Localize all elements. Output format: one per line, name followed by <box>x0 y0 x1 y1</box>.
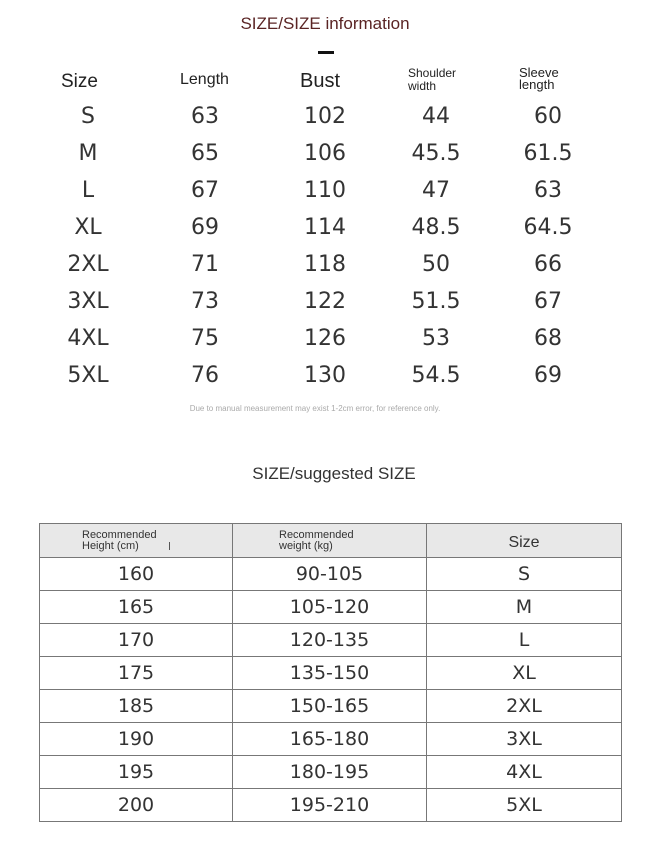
header-size: Size <box>61 71 98 92</box>
cell-length: 65 <box>191 141 219 166</box>
cell-shoulder: 51.5 <box>411 289 461 314</box>
cell-length: 63 <box>191 104 219 129</box>
cell-size: M <box>78 141 98 166</box>
cell-bust: 114 <box>304 215 346 240</box>
table-row <box>0 363 650 400</box>
table-row <box>40 789 622 822</box>
cell-height: 190 <box>40 723 233 756</box>
cell-shoulder: 47 <box>422 178 450 203</box>
table-row <box>40 723 622 756</box>
cell-size: 5XL <box>67 363 109 388</box>
header-size: Size <box>427 524 622 558</box>
cell-bust: 126 <box>304 326 346 351</box>
cell-bust: 102 <box>304 104 346 129</box>
cell-height: 160 <box>40 558 233 591</box>
header-shoulder-line1: Shoulder <box>408 66 457 80</box>
cell-size: S <box>427 558 622 591</box>
cell-length: 71 <box>191 252 219 277</box>
cell-size: 5XL <box>427 789 622 822</box>
table-row <box>40 591 622 624</box>
table-row <box>0 178 650 215</box>
suggested-size-title: SIZE/suggested SIZE <box>252 464 416 483</box>
cell-sleeve: 61.5 <box>523 141 573 166</box>
cell-sleeve: 69 <box>534 363 562 388</box>
cell-weight: 105-120 <box>233 591 427 624</box>
table-row <box>0 326 650 363</box>
cell-weight: 180-195 <box>233 756 427 789</box>
header-weight-line2: weight (kg) <box>279 539 333 552</box>
table-row <box>40 756 622 789</box>
cell-shoulder: 50 <box>422 252 450 277</box>
cell-bust: 130 <box>304 363 346 388</box>
cell-shoulder: 53 <box>422 326 450 351</box>
cell-length: 76 <box>191 363 219 388</box>
cursor-mark <box>169 542 170 550</box>
table-row <box>0 252 650 289</box>
measurement-note: Due to manual measurement may exist 1-2cm error, for reference only. <box>189 404 441 413</box>
cell-weight: 195-210 <box>233 789 427 822</box>
table-row <box>0 104 650 141</box>
size-info-table <box>0 0 650 420</box>
cell-bust: 122 <box>304 289 346 314</box>
cell-height: 195 <box>40 756 233 789</box>
cell-bust: 110 <box>304 178 346 203</box>
cell-sleeve: 66 <box>534 252 562 277</box>
cell-sleeve: 64.5 <box>523 215 573 240</box>
table-row <box>40 690 622 723</box>
header-weight <box>233 524 427 558</box>
header-shoulder <box>408 67 456 93</box>
cell-size: 3XL <box>67 289 109 314</box>
cell-shoulder: 44 <box>422 104 450 129</box>
cell-size: 2XL <box>67 252 109 277</box>
header-weight-line1: Recommended <box>279 528 354 541</box>
cell-size: 2XL <box>427 690 622 723</box>
cell-height: 165 <box>40 591 233 624</box>
cell-bust: 106 <box>304 141 346 166</box>
cell-height: 185 <box>40 690 233 723</box>
cell-length: 73 <box>191 289 219 314</box>
cell-size: XL <box>74 215 102 240</box>
header-sleeve-line2: length <box>519 77 555 92</box>
cell-shoulder: 48.5 <box>411 215 461 240</box>
cell-length: 75 <box>191 326 219 351</box>
cell-size: M <box>427 591 622 624</box>
cell-bust: 118 <box>304 252 346 277</box>
cell-sleeve: 63 <box>534 178 562 203</box>
suggested-size-table <box>39 523 622 822</box>
table-row <box>40 657 622 690</box>
cell-sleeve: 60 <box>534 104 562 129</box>
header-bust: Bust <box>300 70 341 92</box>
cell-size: XL <box>427 657 622 690</box>
header-sleeve-line1: Sleeve <box>519 65 559 80</box>
cell-weight: 150-165 <box>233 690 427 723</box>
header-height-line2: Height (cm) <box>40 541 232 552</box>
cell-size: 4XL <box>67 326 109 351</box>
cell-size: 3XL <box>427 723 622 756</box>
header-height-line1: Recommended <box>82 528 157 541</box>
cell-weight: 135-150 <box>233 657 427 690</box>
cell-size: 4XL <box>427 756 622 789</box>
cell-size: L <box>427 624 622 657</box>
cell-weight: 165-180 <box>233 723 427 756</box>
cell-shoulder: 54.5 <box>411 363 461 388</box>
size-info-title: SIZE/SIZE information <box>240 14 410 33</box>
cell-sleeve: 68 <box>534 326 562 351</box>
header-height <box>40 524 233 558</box>
table-header-row <box>40 524 622 558</box>
cell-shoulder: 45.5 <box>411 141 461 166</box>
cell-length: 67 <box>191 178 219 203</box>
header-length: Length <box>180 71 229 88</box>
cell-sleeve: 67 <box>534 289 562 314</box>
cell-height: 200 <box>40 789 233 822</box>
table-row <box>0 289 650 326</box>
cell-size: L <box>81 178 95 203</box>
table-row <box>0 141 650 178</box>
cell-height: 175 <box>40 657 233 690</box>
header-sleeve <box>519 67 559 91</box>
cell-size: S <box>81 104 95 129</box>
cell-weight: 120-135 <box>233 624 427 657</box>
cell-height: 170 <box>40 624 233 657</box>
cell-length: 69 <box>191 215 219 240</box>
header-shoulder-line2: width <box>408 79 437 93</box>
table-row <box>0 215 650 252</box>
cell-weight: 90-105 <box>233 558 427 591</box>
table-row <box>40 624 622 657</box>
table-row <box>40 558 622 591</box>
